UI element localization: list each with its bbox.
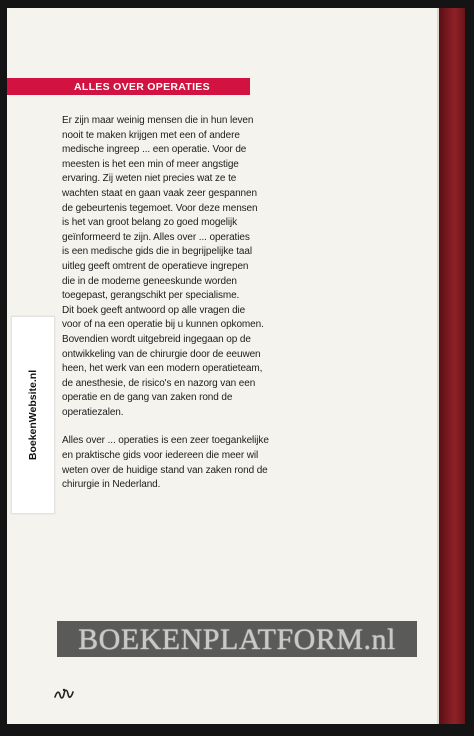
blurb-text: [62, 114, 276, 493]
seller-sticker: [11, 316, 55, 514]
publisher-logo-icon: [54, 688, 74, 700]
sticker-label: BoekenWebsite.nl: [27, 369, 39, 461]
book-title: ALLES OVER OPERATIES: [74, 81, 210, 93]
book-spine-edge: [439, 8, 465, 724]
watermark-text: BOEKENPLATFORM.nl: [78, 623, 396, 656]
blurb-paragraph: Alles over ... operaties is een zeer toegankelijke en praktische gids voor iedereen die meer wil weten over de huidige stand van zaken rond de chirurgie in Nederland.: [62, 435, 269, 491]
blurb-paragraph: Er zijn maar weinig mensen die in hun leven nooit te maken krijgen met een of andere medische ingreep ... een operatie. Voor de meesten is het een min of meer angstige ervaring. Zij weten niet precies wat ze te wachten staat en gaan vaak zeer gespannen de gebeurtenis tegemoet. Voor deze mensen is het van groot belang zo goed mogelijk geïnformeerd te zijn. Alles over ... operaties is een medische gids die in begrijpelijke taal uitleg geeft omtrent de operatieve ingrepen die in de moderne geneeskunde worden toegepast, gerangschikt per specialisme. Dit boek geeft antwoord op alle vragen die voor of na een operatie bij u kunnen opkomen. Bovendien wordt uitgebreid ingegaan op de ontwikkeling van de chirurgie door de eeuwen heen, het werk van een modern operatieteam, de anesthesie, de risico's en nazorg van een operatie en de gang van zaken rond de operatiezalen.: [62, 115, 264, 418]
